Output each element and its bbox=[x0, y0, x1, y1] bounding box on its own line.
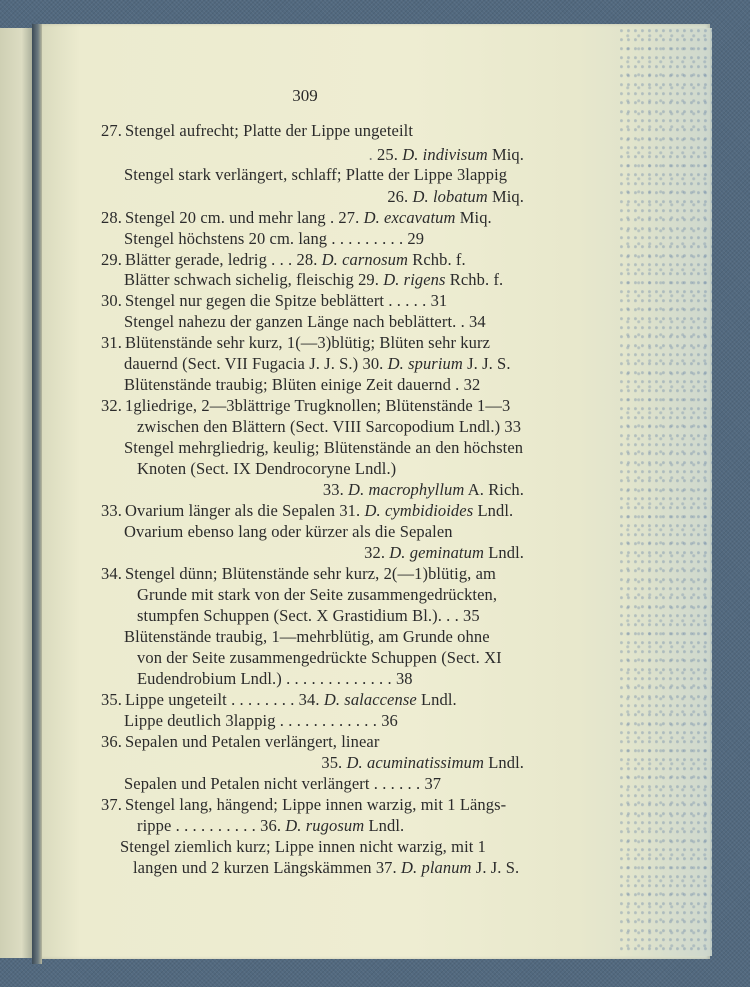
key-line bbox=[124, 165, 507, 185]
key-line bbox=[124, 774, 441, 794]
key-line bbox=[124, 627, 490, 647]
couplet-number: 31. bbox=[101, 333, 122, 352]
key-line bbox=[137, 417, 521, 437]
species-name: D. macrophyllum bbox=[348, 480, 465, 499]
key-line bbox=[120, 837, 486, 857]
species-number: 26. bbox=[387, 187, 413, 206]
line-prefix: dauernd (Sect. VII Fugacia J. J. S.) 30. bbox=[124, 354, 388, 373]
line-prefix: langen und 2 kurzen Längskämmen 37. bbox=[133, 858, 401, 877]
line-text: zwischen den Blättern (Sect. VIII Sarcopodium Lndl.) 33 bbox=[137, 417, 522, 436]
line-text: Blütenstände traubig, 1—mehrblütig, am Grunde ohne bbox=[124, 627, 490, 646]
key-line bbox=[137, 606, 480, 626]
species-author: Miq. bbox=[487, 187, 524, 206]
key-line bbox=[124, 522, 453, 542]
species-number: 32. bbox=[364, 543, 390, 562]
line-prefix: Lippe ungeteilt . . . . . . . . 34. bbox=[125, 690, 324, 709]
species-author: Rchb. f. bbox=[445, 270, 504, 289]
key-line bbox=[124, 270, 503, 290]
species-author: J. J. S. bbox=[471, 858, 520, 877]
species-author: Lndl. bbox=[473, 501, 514, 520]
couplet-number: 35. bbox=[101, 690, 122, 709]
key-line bbox=[133, 858, 519, 878]
line-text: Grunde mit stark von der Seite zusammengedrückten, bbox=[137, 585, 498, 604]
line-prefix: Blätter schwach sichelig, fleischig 29. bbox=[124, 270, 384, 289]
line-text: Stengel nahezu der ganzen Länge nach beblättert. . 34 bbox=[124, 312, 486, 331]
species-author: J. J. S. bbox=[462, 354, 511, 373]
key-line bbox=[323, 480, 524, 500]
line-prefix: rippe . . . . . . . . . . 36. bbox=[137, 816, 286, 835]
species-number: 25. bbox=[377, 145, 403, 164]
species-name: D. indivisum bbox=[402, 145, 488, 164]
key-line bbox=[124, 312, 486, 332]
line-text: Blütenstände traubig; Blüten einige Zeit dauernd . 32 bbox=[124, 375, 481, 394]
line-text: Ovarium ebenso lang oder kürzer als die Sepalen bbox=[124, 522, 453, 541]
key-line bbox=[124, 711, 398, 731]
key-line bbox=[364, 543, 524, 563]
key-line bbox=[124, 354, 511, 374]
key-line bbox=[137, 669, 413, 689]
species-author: Lndl. bbox=[416, 690, 457, 709]
line-text: Sepalen und Petalen verlängert, linear bbox=[125, 732, 380, 751]
species-name: D. salaccense bbox=[323, 690, 417, 709]
line-text: Stengel aufrecht; Platte der Lippe ungeteilt bbox=[125, 121, 414, 140]
line-text: Stengel lang, hängend; Lippe innen warzig, mit 1 Längs- bbox=[125, 795, 507, 814]
key-line bbox=[387, 187, 524, 207]
species-number: 35. bbox=[321, 753, 347, 772]
species-author: Lndl. bbox=[364, 816, 405, 835]
species-author: Lndl. bbox=[483, 543, 524, 562]
line-text: Stengel höchstens 20 cm. lang . . . . . . . . . 29 bbox=[124, 229, 425, 248]
species-author: Lndl. bbox=[483, 753, 524, 772]
key-line bbox=[369, 145, 524, 165]
couplet-number: 33. bbox=[101, 501, 122, 520]
couplet-number: 27. bbox=[101, 121, 122, 140]
line-text bbox=[125, 501, 513, 521]
page-number: 309 bbox=[292, 86, 318, 105]
couplet-number: 37. bbox=[101, 795, 122, 814]
species-name: D. acuminatissimum bbox=[346, 753, 484, 772]
key-line bbox=[137, 648, 502, 668]
species-author: Miq. bbox=[487, 145, 524, 164]
line-text: Stengel ziemlich kurz; Lippe innen nicht warzig, mit 1 bbox=[120, 837, 487, 856]
line-text: Stengel stark verlängert, schlaff; Platte der Lippe 3lappig bbox=[124, 165, 508, 184]
species-name: D. planum bbox=[401, 858, 472, 877]
species-author: Miq. bbox=[455, 208, 492, 227]
line-text: Blütenstände sehr kurz, 1(—3)blütig; Blüten sehr kurz bbox=[125, 333, 491, 352]
species-name: D. excavatum bbox=[363, 208, 456, 227]
key-line bbox=[124, 229, 424, 249]
line-text: Stengel dünn; Blütenstände sehr kurz, 2(—1)blütig, am bbox=[125, 564, 496, 583]
species-author: A. Rich. bbox=[464, 480, 524, 499]
couplet-number: 36. bbox=[101, 732, 122, 751]
line-text: Lippe deutlich 3lappig . . . . . . . . . . . . 36 bbox=[124, 711, 398, 730]
species-name: D. spurium bbox=[387, 354, 463, 373]
species-number: 33. bbox=[322, 480, 349, 499]
line-text: stumpfen Schuppen (Sect. X Grastidium Bl.). . . 35 bbox=[137, 606, 480, 625]
key-line bbox=[137, 585, 497, 605]
key-line bbox=[321, 753, 524, 773]
species-name: D. lobatum bbox=[412, 187, 488, 206]
leader-dots: . bbox=[368, 145, 378, 164]
couplet-number: 29. bbox=[101, 250, 122, 269]
key-line bbox=[124, 375, 480, 395]
line-prefix: Stengel 20 cm. und mehr lang . 27. bbox=[125, 208, 364, 227]
species-name: D. geminatum bbox=[389, 543, 484, 562]
species-name: D. rugosum bbox=[285, 816, 365, 835]
line-text: Eudendrobium Lndl.) . . . . . . . . . . . . . 38 bbox=[137, 669, 413, 688]
line-prefix: Ovarium länger als die Sepalen 31. bbox=[125, 501, 365, 520]
line-text: 1gliedrige, 2—3blättrige Trugknollen; Blütenstände 1—3 bbox=[125, 396, 511, 415]
couplet-number: 28. bbox=[101, 208, 122, 227]
line-text bbox=[125, 250, 466, 270]
couplet-number: 32. bbox=[101, 396, 122, 415]
species-author: Rchb. f. bbox=[408, 250, 466, 269]
line-text: Stengel nur gegen die Spitze beblättert . . . . . 31 bbox=[125, 291, 448, 310]
key-line bbox=[137, 816, 404, 836]
couplet-number: 34. bbox=[101, 564, 122, 583]
line-prefix: Blätter gerade, ledrig . . . 28. bbox=[125, 250, 322, 269]
line-text: Stengel mehrgliedrig, keulig; Blütenstände an den höchsten bbox=[124, 438, 524, 457]
line-text bbox=[125, 690, 457, 710]
line-text: Sepalen und Petalen nicht verlängert . . . . . . 37 bbox=[124, 774, 442, 793]
species-name: D. carnosum bbox=[321, 250, 409, 269]
species-name: D. rigens bbox=[383, 270, 446, 289]
line-text: von der Seite zusammengedrückte Schuppen (Sect. XI bbox=[137, 648, 502, 667]
species-name: D. cymbidioides bbox=[364, 501, 474, 520]
key-line bbox=[137, 459, 396, 479]
line-text: Knoten (Sect. IX Dendrocoryne Lndl.) bbox=[137, 459, 397, 478]
key-line bbox=[124, 438, 523, 458]
line-text bbox=[125, 208, 492, 228]
couplet-number: 30. bbox=[101, 291, 122, 310]
